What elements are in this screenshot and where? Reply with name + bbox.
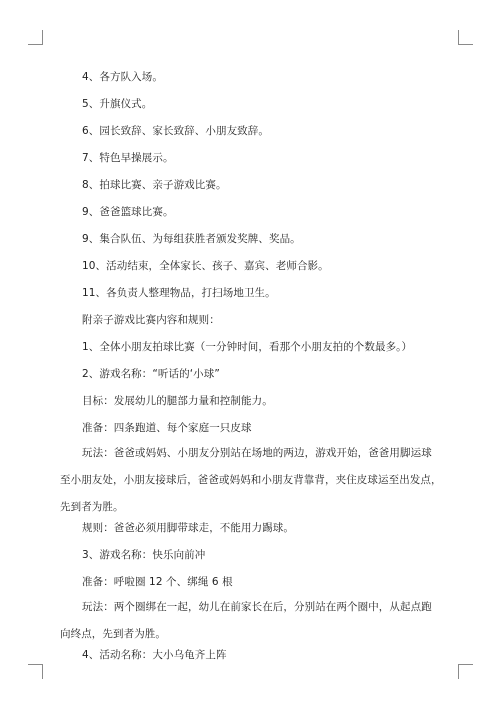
crop-mark-bottom-left bbox=[28, 664, 43, 679]
text-line: 附亲子游戏比赛内容和规则： bbox=[82, 314, 220, 326]
crop-mark-top-left bbox=[28, 30, 43, 45]
text-paragraph: 玩法：爸爸或妈妈、小朋友分别站在场地的两边，游戏开始，爸爸用脚运球至小朋友处，小朋友接球后，爸爸或妈妈和小朋友背靠背，夹住皮球运至出发点，先到者为胜。 bbox=[60, 447, 442, 513]
crop-mark-bottom-right bbox=[458, 664, 473, 679]
text-line: 5、升旗仪式。 bbox=[82, 98, 153, 110]
text-line: 11、各负责人整理物品，打扫场地卫生。 bbox=[82, 287, 276, 299]
text-line: 4、活动名称：大小乌龟齐上阵 bbox=[82, 649, 227, 661]
text-line: 2、游戏名称：“听话的‘小球” bbox=[82, 368, 220, 380]
text-line: 9、爸爸篮球比赛。 bbox=[82, 206, 174, 218]
text-line: 8、拍球比赛、亲子游戏比赛。 bbox=[82, 179, 227, 191]
text-line: 准备：呼啦圈 12 个、绑绳 6 根 bbox=[82, 576, 233, 588]
text-line: 规则：爸爸必须用脚带球走，不能用力踢球。 bbox=[82, 522, 294, 534]
text-line: 目标：发展幼儿的腿部力量和控制能力。 bbox=[82, 395, 273, 407]
text-line: 10、活动结束，全体家长、孩子、嘉宾、老师合影。 bbox=[82, 260, 329, 272]
text-line: 准备：四条跑道、每个家庭一只皮球 bbox=[82, 422, 252, 434]
text-line: 7、特色早操展示。 bbox=[82, 152, 174, 164]
text-paragraph: 玩法：两个圈绑在一起，幼儿在前家长在后，分别站在两个圈中，从起点跑向终点，先到者为胜。 bbox=[60, 601, 432, 640]
text-line: 1、全体小朋友拍球比赛（一分钟时间，看那个小朋友拍的个数最多。） bbox=[82, 341, 413, 353]
crop-mark-top-right bbox=[458, 30, 473, 45]
text-line: 9、集合队伍、为每组获胜者颁发奖牌、奖品。 bbox=[82, 233, 301, 245]
text-line: 4、各方队入场。 bbox=[82, 71, 163, 83]
text-line: 3、游戏名称：快乐向前冲 bbox=[82, 549, 206, 561]
text-line: 6、园长致辞、家长致辞、小朋友致辞。 bbox=[82, 125, 269, 137]
